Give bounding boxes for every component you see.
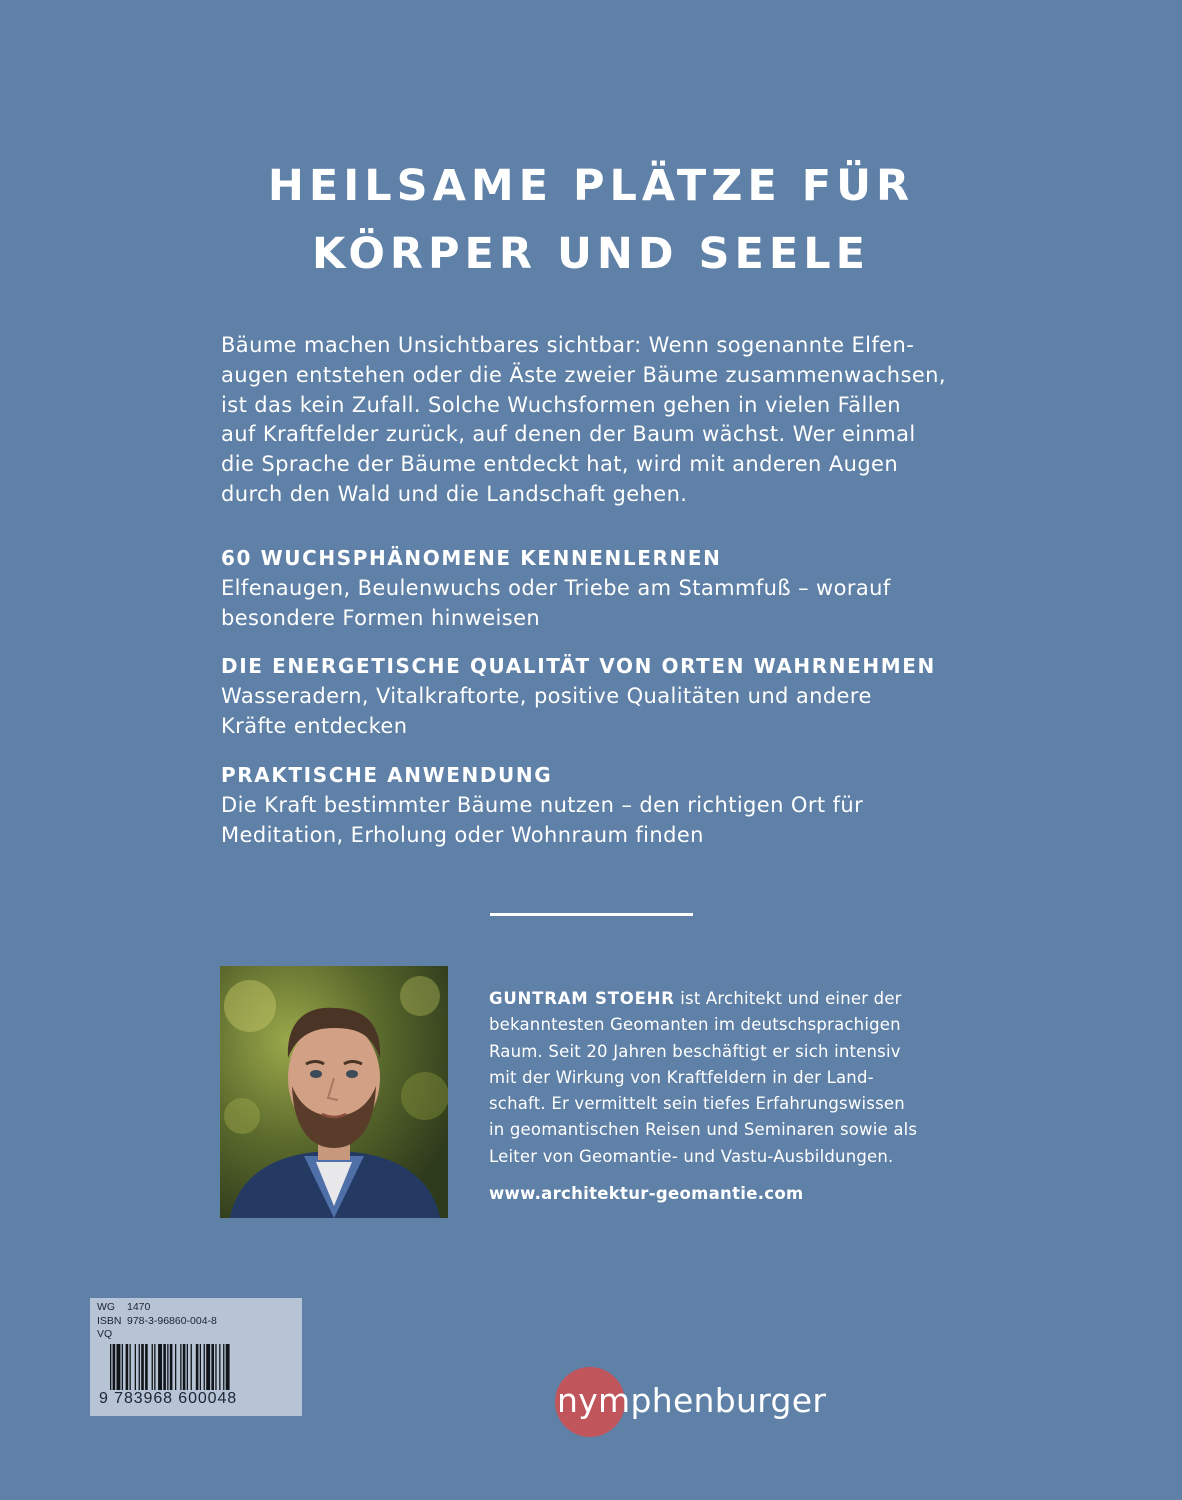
vq-row: VQ [97, 1328, 113, 1340]
author-website: www.architektur-geomantie.com [489, 1184, 804, 1203]
author-portrait [220, 966, 448, 1218]
barcode-bar [167, 1344, 168, 1390]
bio-line: ist Architekt und einer der [674, 989, 902, 1008]
feature-energetische-qualitaet [221, 651, 981, 741]
author-name: GUNTRAM STOEHR [489, 989, 675, 1008]
feature-description [221, 681, 981, 741]
author-bio [489, 986, 969, 1170]
feature-line: besondere Formen hinweisen [221, 606, 541, 630]
barcode-bar [145, 1344, 148, 1390]
divider-line [490, 913, 693, 916]
barcode-bar [135, 1344, 136, 1390]
bio-line-first [489, 986, 969, 1012]
feature-title: DIE ENERGETISCHE QUALITÄT VON ORTEN WAHRNEHMEN [221, 654, 936, 678]
barcode-bar [170, 1344, 173, 1390]
barcode-bar [158, 1344, 162, 1390]
barcode-bar [113, 1344, 116, 1390]
wg-value: 1470 [127, 1301, 151, 1313]
barcode-bar [139, 1344, 140, 1390]
wg-label: WG [97, 1301, 116, 1313]
intro-line: auf Kraftfelder zurück, auf denen der Baum wächst. Wer einmal [221, 422, 916, 447]
barcode-digits: 9 783968 600048 [99, 1390, 238, 1407]
author-portrait-illustration [220, 966, 448, 1218]
barcode-bar [175, 1344, 176, 1390]
barcode-bar [187, 1344, 188, 1390]
barcode-bar [180, 1344, 181, 1390]
barcode-bar [117, 1344, 121, 1390]
intro-line: ist das kein Zufall. Solche Wuchsformen gehen in vielen Fällen [221, 392, 902, 417]
intro-line: die Sprache der Bäume entdeckt hat, wird mit anderen Augen [221, 452, 899, 477]
feature-line: Wasseradern, Vitalkraftorte, positive Qualitäten und andere [221, 684, 872, 708]
bio-line: schaft. Er vermittelt sein tiefes Erfahrungswissen [489, 1094, 905, 1114]
barcode-bar [191, 1344, 192, 1390]
feature-line: Die Kraft bestimmter Bäume nutzen – den richtigen Ort für [221, 793, 864, 817]
feature-description [221, 573, 981, 633]
headline-line-1: HEILSAME PLÄTZE FÜR [267, 161, 915, 211]
feature-line: Meditation, Erholung oder Wohnraum finden [221, 823, 704, 847]
isbn-value: 978-3-96860-004-8 [127, 1314, 217, 1327]
barcode-bar [152, 1344, 153, 1390]
feature-wuchsphaenomene [221, 543, 981, 633]
barcode-bar [110, 1344, 111, 1390]
barcode-bar [163, 1344, 166, 1390]
bio-line: mit der Wirkung von Kraftfeldern in der Land- [489, 1067, 874, 1087]
bio-line: bekanntesten Geomanten im deutschsprachigen [489, 1015, 901, 1035]
barcode-bar [154, 1344, 155, 1390]
barcode-bar [130, 1344, 131, 1390]
barcode-bar [219, 1344, 220, 1390]
intro-line: augen entstehen oder die Äste zweier Bäume zusammenwachsen, [221, 362, 946, 387]
wg-row [97, 1301, 217, 1315]
isbn-row [97, 1315, 217, 1329]
barcode-bar [196, 1344, 199, 1390]
headline-line-2: KÖRPER UND SEELE [311, 229, 871, 279]
publisher-logo [555, 1367, 855, 1437]
barcode-meta [97, 1301, 217, 1342]
barcode-bar [126, 1344, 129, 1390]
feature-line: Elfenaugen, Beulenwuchs oder Triebe am Stammfuß – worauf [221, 576, 891, 600]
feature-description [221, 790, 981, 850]
barcode-bar [183, 1344, 186, 1390]
barcode-bars [110, 1344, 286, 1392]
feature-praktische-anwendung [221, 760, 981, 850]
intro-paragraph [221, 331, 961, 510]
bio-line: in geomantischen Reisen und Seminaren sowie als [489, 1120, 918, 1140]
bio-line: Raum. Seit 20 Jahren beschäftigt er sich intensiv [489, 1041, 901, 1061]
barcode-bar [204, 1344, 205, 1390]
intro-line: Bäume machen Unsichtbares sichtbar: Wenn sogenannte Elfen- [221, 333, 915, 357]
barcode-bar [122, 1344, 123, 1390]
barcode-bar [223, 1344, 224, 1390]
barcode-bar [226, 1344, 230, 1390]
feature-title: 60 WUCHSPHÄNOMENE KENNENLERNEN [221, 546, 722, 570]
bio-line: Leiter von Geomantie- und Vastu-Ausbildungen. [489, 1146, 894, 1166]
barcode-bar [200, 1344, 201, 1390]
publisher-name: nymphenburger [557, 1381, 827, 1420]
barcode-label [90, 1298, 302, 1416]
intro-line: durch den Wald und die Landschaft gehen. [221, 481, 688, 506]
barcode-bar [211, 1344, 214, 1390]
barcode-bar [141, 1344, 144, 1390]
headline [0, 152, 1182, 288]
feature-title: PRAKTISCHE ANWENDUNG [221, 763, 553, 787]
isbn-label: ISBN [97, 1314, 122, 1327]
barcode-bar [215, 1344, 216, 1390]
barcode-bar [206, 1344, 210, 1390]
feature-line: Kräfte entdecken [221, 714, 408, 738]
